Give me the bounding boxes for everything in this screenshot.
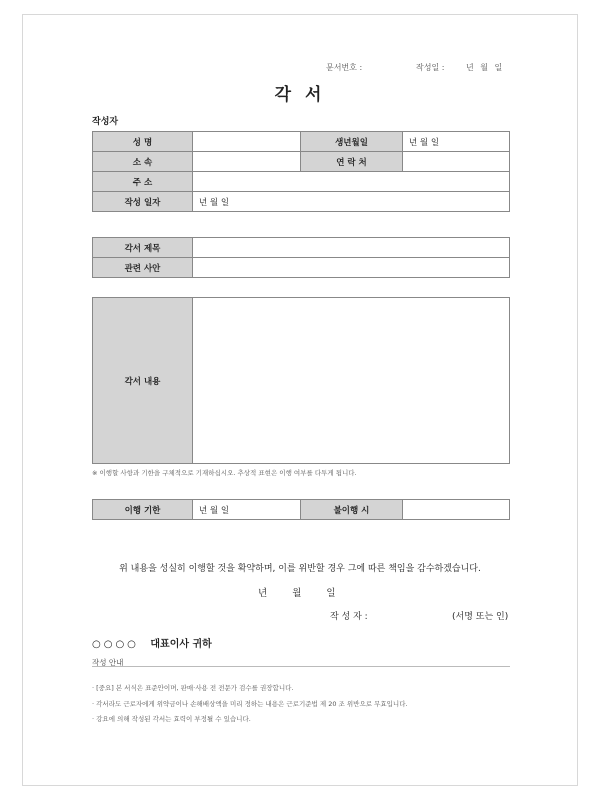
written-date-label: 작성일 : [416,63,445,72]
content-table [92,297,510,464]
table-row [93,152,510,172]
table-row [93,258,510,278]
dept-field[interactable] [193,152,301,172]
table-row [93,172,510,192]
instruction-note: ※ 이행할 사항과 기한을 구체적으로 기재하십시오. 추상적 표현은 이행 여부를 다투게 됩니다. [92,469,357,477]
failure-label: 불이행 시 [301,500,403,520]
pledge-statement: 위 내용을 성실히 이행할 것을 확약하며, 이를 위반할 경우 그에 따른 책임을 감수하겠습니다. [119,564,481,574]
name-label: 성 명 [93,132,193,152]
title-label: 각서 제목 [93,238,193,258]
matter-label: 관련 사안 [93,258,193,278]
sign-date: 년 월 일 [258,588,336,599]
recipient-circles: ○○○○ [92,639,139,650]
address-field[interactable] [193,172,510,192]
content-label: 각서 내용 [93,298,193,464]
matter-field[interactable] [193,258,510,278]
table-row [93,500,510,520]
contact-label: 연 락 처 [301,152,403,172]
doc-number-label: 문서번호 : [326,63,363,72]
content-field[interactable] [193,298,510,464]
deadline-label: 이행 기한 [93,500,193,520]
writer-table [92,131,510,212]
signer-label: 작 성 자 : [330,612,368,622]
table-row [93,192,510,212]
birth-label: 생년월일 [301,132,403,152]
guide-divider [92,666,510,667]
table-row [93,298,510,464]
writer-section-label: 작성자 [92,117,119,127]
dept-label: 소 속 [93,152,193,172]
date-field[interactable]: 년 월 일 [193,192,510,212]
date-label: 작성 일자 [93,192,193,212]
guide-item: · 각서라도 근로자에게 위약금이나 손해배상액을 미리 정하는 내용은 근로기준법 제 20 조 위반으로 무효입니다. [92,700,408,708]
deadline-field[interactable]: 년 월 일 [193,500,301,520]
subject-table [92,237,510,278]
failure-field[interactable] [403,500,510,520]
written-date-units: 년 월 일 [466,63,503,72]
recipient-text: 대표이사 귀하 [150,639,212,650]
table-row [93,238,510,258]
address-label: 주 소 [93,172,193,192]
contact-field[interactable] [403,152,510,172]
signature-hint: (서명 또는 인) [452,612,509,622]
document-title: 각 서 [274,85,326,105]
title-field[interactable] [193,238,510,258]
guide-item: · [중요] 본 서식은 표준안이며, 판매·사용 전 전문가 검수를 권장합니다. [92,684,294,692]
guide-title: 작성 안내 [92,658,124,667]
name-field[interactable] [193,132,301,152]
table-row [93,132,510,152]
recipient-line [92,635,212,650]
birth-field[interactable]: 년 월 일 [403,132,510,152]
deadline-table [92,499,510,520]
guide-item: · 강요에 의해 작성된 각서는 효력이 부정될 수 있습니다. [92,715,251,723]
